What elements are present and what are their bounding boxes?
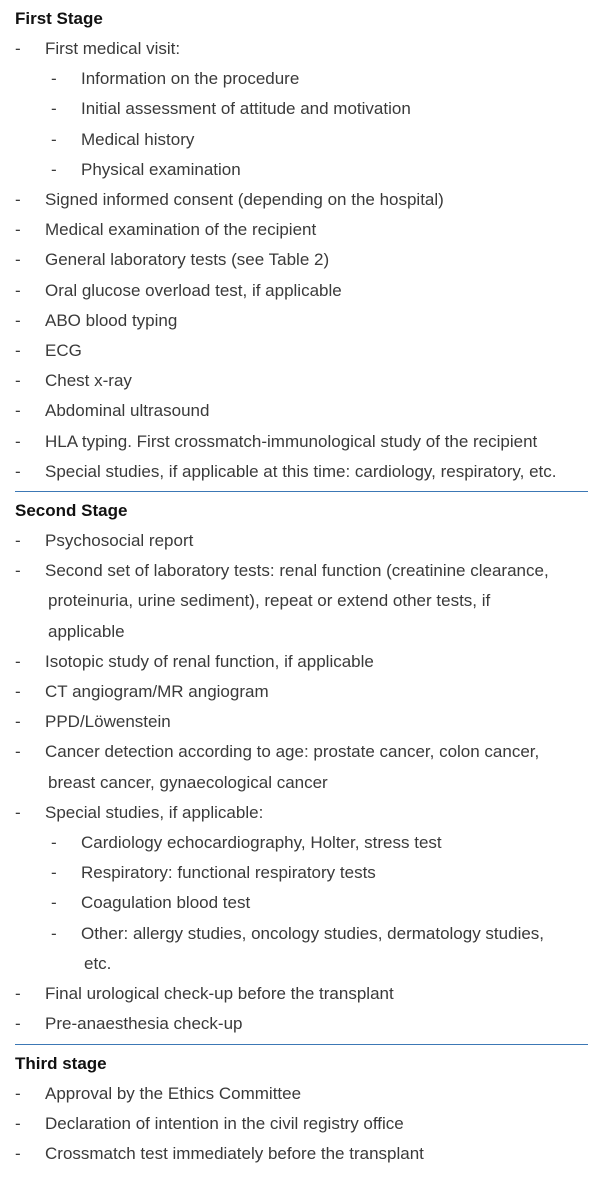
- bullet-dash: -: [15, 431, 21, 451]
- sub-list-item: [15, 155, 588, 185]
- list-item-line: PPD/Löwenstein: [45, 712, 171, 732]
- list-item-line: Initial assessment of attitude and motivation: [81, 99, 411, 119]
- list-item-text: [45, 185, 588, 215]
- list-item: [15, 677, 588, 707]
- list-item-line: Special studies, if applicable:: [45, 802, 264, 822]
- list-item-line: Chest x-ray: [45, 371, 132, 391]
- bullet-dash: -: [15, 1014, 21, 1034]
- list-item-text: [45, 677, 588, 707]
- list-item-line: HLA typing. First crossmatch-immunological study of the recipient: [45, 431, 538, 451]
- list-item-line: Oral glucose overload test, if applicable: [45, 280, 342, 300]
- list-item-line: Respiratory: functional respiratory tests: [81, 863, 376, 883]
- list-item-line: Signed informed consent (depending on the hospital): [45, 190, 444, 210]
- stage-heading: Second Stage: [15, 501, 128, 521]
- list-item-line: Declaration of intention in the civil registry office: [45, 1113, 404, 1133]
- list-item-text: [81, 64, 588, 94]
- list-item-text: [81, 125, 588, 155]
- sub-list-item: [15, 919, 588, 979]
- list-item-line: Information on the procedure: [81, 69, 300, 89]
- list-item: [15, 34, 588, 64]
- list-item: [15, 366, 588, 396]
- bullet-dash: -: [15, 1083, 21, 1103]
- stage-heading: First Stage: [15, 9, 103, 28]
- list-item-text: [45, 306, 588, 336]
- stage-second: [0, 496, 600, 1039]
- list-item-line: First medical visit:: [45, 39, 181, 58]
- stage-item-list: [15, 526, 588, 1039]
- bullet-dash: -: [15, 531, 21, 551]
- list-item-text: [81, 858, 588, 888]
- sub-list-item: [15, 125, 588, 155]
- list-item-line: Isotopic study of renal function, if applicable: [45, 651, 374, 671]
- bullet-dash: -: [51, 893, 57, 913]
- list-item-line: Approval by the Ethics Committee: [45, 1083, 302, 1103]
- bullet-dash: -: [15, 250, 21, 270]
- stage-item-list: [15, 34, 588, 487]
- stage-heading: Third stage: [15, 1053, 107, 1073]
- list-item-text: [45, 1079, 588, 1109]
- sub-list-item: [15, 64, 588, 94]
- bullet-dash: -: [15, 39, 21, 58]
- list-item-text: [81, 919, 588, 979]
- list-item-continuation: breast cancer, gynaecological cancer: [48, 772, 328, 792]
- bullet-dash: -: [15, 461, 21, 481]
- list-item-text: [45, 526, 588, 556]
- list-item-line: Abdominal ultrasound: [45, 401, 210, 421]
- stage-first: [0, 4, 600, 487]
- list-item: [15, 1139, 588, 1169]
- list-item: [15, 185, 588, 215]
- list-item-text: [45, 1109, 588, 1139]
- bullet-dash: -: [51, 69, 57, 89]
- list-item-line: General laboratory tests (see Table 2): [45, 250, 330, 270]
- list-item: [15, 276, 588, 306]
- list-item-line: CT angiogram/MR angiogram: [45, 682, 269, 702]
- list-item-text: [45, 979, 588, 1009]
- bullet-dash: -: [15, 220, 21, 240]
- list-item-text: [45, 276, 588, 306]
- list-item-text: [45, 366, 588, 396]
- list-item-text: [45, 798, 588, 828]
- list-item-continuation: applicable: [48, 621, 125, 641]
- list-item: [15, 396, 588, 426]
- list-item: [15, 707, 588, 737]
- list-item: [15, 245, 588, 275]
- list-item: [15, 457, 588, 487]
- list-item-line: Medical examination of the recipient: [45, 220, 317, 240]
- list-item: [15, 979, 588, 1009]
- list-item: [15, 556, 588, 647]
- bullet-dash: -: [15, 651, 21, 671]
- list-item: [15, 427, 588, 457]
- list-item: [15, 737, 588, 797]
- list-item-text: [45, 336, 588, 366]
- list-item-line: Cancer detection according to age: prostate cancer, colon cancer,: [45, 742, 540, 762]
- list-item-text: [45, 737, 588, 797]
- bullet-dash: -: [51, 129, 57, 149]
- list-item-continuation: proteinuria, urine sediment), repeat or extend other tests, if: [48, 591, 491, 611]
- bullet-dash: -: [51, 833, 57, 853]
- list-item-text: [45, 1009, 588, 1039]
- list-item-text: [81, 888, 588, 918]
- stage-third: [0, 1049, 600, 1170]
- bullet-dash: -: [15, 310, 21, 330]
- list-item-text: [45, 396, 588, 426]
- list-item: [15, 798, 588, 828]
- list-item: [15, 647, 588, 677]
- sub-list-item: [15, 888, 588, 918]
- list-item: [15, 336, 588, 366]
- bullet-dash: -: [15, 341, 21, 361]
- bullet-dash: -: [15, 742, 21, 762]
- bullet-dash: -: [51, 863, 57, 883]
- list-item-text: [45, 427, 588, 457]
- list-item-text: [45, 647, 588, 677]
- list-item-text: [45, 556, 588, 647]
- list-item-line: Psychosocial report: [45, 531, 194, 551]
- bullet-dash: -: [15, 401, 21, 421]
- list-item-text: [81, 94, 588, 124]
- section-divider: [15, 491, 588, 492]
- list-item-line: ECG: [45, 341, 82, 361]
- list-item-line: Final urological check-up before the transplant: [45, 984, 394, 1004]
- list-item-line: Cardiology echocardiography, Holter, stress test: [81, 833, 442, 853]
- sub-list-item: [15, 94, 588, 124]
- list-item-line: Pre-anaesthesia check-up: [45, 1014, 243, 1034]
- list-item-text: [45, 707, 588, 737]
- bullet-dash: -: [15, 371, 21, 391]
- bullet-dash: -: [15, 802, 21, 822]
- bullet-dash: -: [15, 280, 21, 300]
- bullet-dash: -: [51, 923, 57, 943]
- bullet-dash: -: [15, 712, 21, 732]
- list-item: [15, 215, 588, 245]
- list-item-line: Second set of laboratory tests: renal function (creatinine clearance,: [45, 561, 549, 581]
- bullet-dash: -: [15, 561, 21, 581]
- list-item: [15, 526, 588, 556]
- bullet-dash: -: [51, 159, 57, 179]
- list-item-text: [45, 215, 588, 245]
- bullet-dash: -: [15, 682, 21, 702]
- stage-item-list: [15, 1079, 588, 1170]
- list-item-continuation: etc.: [84, 953, 112, 973]
- sub-list-item: [15, 828, 588, 858]
- bullet-dash: -: [15, 1113, 21, 1133]
- list-item-text: [81, 828, 588, 858]
- list-item-line: Coagulation blood test: [81, 893, 251, 913]
- sub-list-item: [15, 858, 588, 888]
- bullet-dash: -: [51, 99, 57, 119]
- bullet-dash: -: [15, 984, 21, 1004]
- list-item: [15, 1079, 588, 1109]
- list-item-text: [45, 1139, 588, 1169]
- list-item-line: Medical history: [81, 129, 195, 149]
- list-item-line: Physical examination: [81, 159, 241, 179]
- list-item-text: [45, 245, 588, 275]
- list-item-text: [81, 155, 588, 185]
- list-item-text: [45, 457, 588, 487]
- bullet-dash: -: [15, 190, 21, 210]
- list-item-line: Special studies, if applicable at this time: cardiology, respiratory, etc.: [45, 461, 557, 481]
- bullet-dash: -: [15, 1143, 21, 1163]
- list-item: [15, 306, 588, 336]
- list-item-line: Other: allergy studies, oncology studies, dermatology studies,: [81, 923, 545, 943]
- list-item: [15, 1009, 588, 1039]
- list-item-line: Crossmatch test immediately before the transplant: [45, 1143, 424, 1163]
- list-item: [15, 1109, 588, 1139]
- section-divider: [15, 1044, 588, 1045]
- list-item-text: [45, 34, 588, 64]
- list-item-line: ABO blood typing: [45, 310, 178, 330]
